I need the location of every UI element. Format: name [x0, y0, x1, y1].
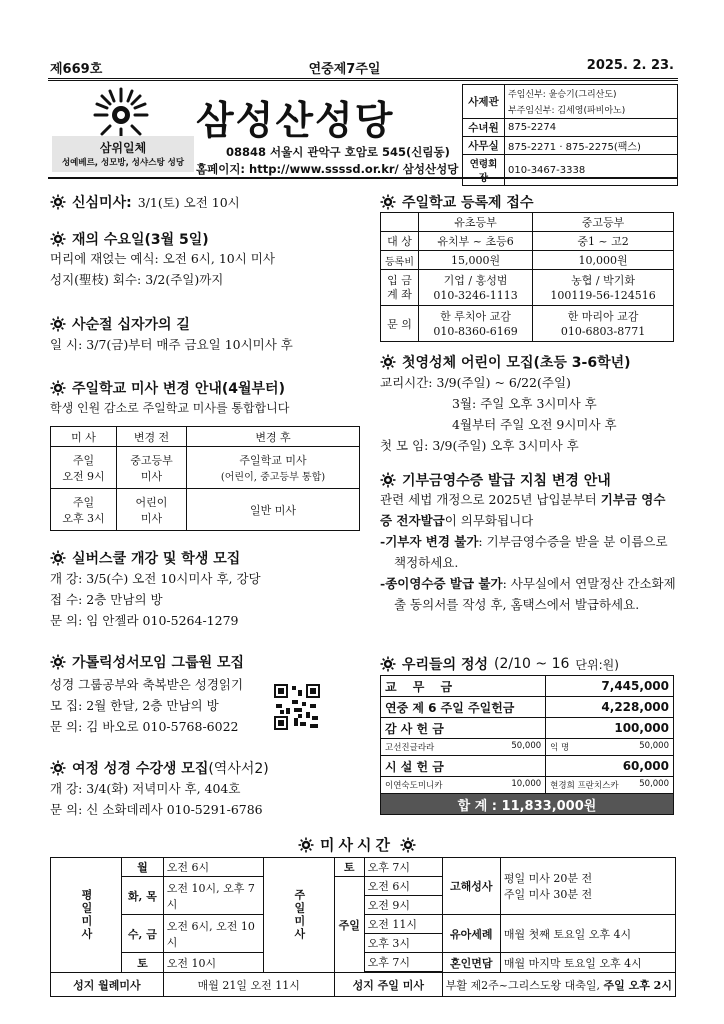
offering-amount: 100,000 [546, 718, 674, 739]
sunday-mass-label: 주일미사 [263, 858, 334, 973]
silver-school-line: 문 의: 임 안젤라 010-5264-1279 [50, 613, 239, 628]
trinity-box [52, 136, 194, 172]
confession-times: 평일 미사 20분 전 주일 미사 30분 전 [500, 858, 675, 915]
devotion-mass-section [50, 192, 240, 212]
offering-amount: 60,000 [546, 756, 674, 777]
sun-bullet-icon [50, 194, 66, 210]
weekday-day: 월 [122, 858, 164, 877]
weekday-time: 오전 6시, 오전 10시 [163, 915, 263, 953]
church-address: 08848 서울시 관악구 호암로 545(신림동) [226, 145, 450, 159]
sunday-time: 오전 11시 [364, 915, 442, 934]
sun-bullet-icon [50, 654, 66, 670]
registration-header: 유초등부 [419, 213, 533, 232]
trinity-subtitle: 성예베르, 성모방, 성샤스탕 성당 [61, 158, 185, 168]
sunday-label: 주일 [334, 877, 364, 973]
mass-change-header: 미 사 [51, 427, 117, 447]
shrine-monthly-time: 매월 21일 오전 11시 [163, 973, 334, 997]
infant-baptism-time: 매월 첫째 토요일 오후 4시 [500, 915, 675, 953]
offering-label: 교 무 금 [381, 676, 546, 697]
sun-bullet-icon [50, 231, 66, 247]
mass-change-header: 변경 후 [187, 427, 360, 447]
first-communion-title: 첫영성체 어린이 모집(초등 3-6학년) [402, 355, 631, 371]
registration-cell: 10,000원 [533, 251, 674, 270]
registration-header: 중고등부 [533, 213, 674, 232]
contact-key-rectory: 사제관 [463, 85, 505, 119]
mass-change-cell: 일반 미사 [187, 489, 360, 531]
header-bottom-rule [48, 177, 678, 179]
donor-cell: 고선진글라라 50,000 [381, 739, 546, 756]
ash-wednesday-line: 성지(聖枝) 회수: 3/2(주일)까지 [50, 272, 224, 287]
offerings-total: 합 계 : 11,833,000원 [381, 794, 674, 815]
weekday-mass-label: 평일미사 [51, 858, 122, 973]
journey-bible-subtitle: (역사서2) [208, 761, 269, 777]
mass-change-table [50, 426, 360, 531]
first-communion-line: 4월부터 주일 오전 9시미사 후 [452, 417, 617, 432]
ash-wednesday-body [50, 248, 275, 290]
marriage-interview-time: 매월 마지막 토요일 오후 4시 [500, 953, 675, 973]
offering-label: 연중 제 6 주일 주일헌금 [381, 697, 546, 718]
sunday-school-mass-section [50, 378, 285, 398]
registration-cell: 기업 / 홍성범 010-3246-1113 [419, 270, 533, 306]
sunday-school-mass-intro: 학생 인원 감소로 주일학교 미사를 통합합니다 [50, 401, 290, 415]
mass-change-cell: 주일학교 미사 (어린이, 중고등부 통합) [187, 447, 360, 489]
sun-bullet-icon [50, 316, 66, 332]
offerings-range: (2/10 ~ 16 [494, 656, 570, 672]
registration-key: 문 의 [381, 306, 419, 342]
contact-key-convent: 수녀원 [463, 119, 505, 137]
liturgical-week: 연중제7주일 [308, 62, 381, 77]
bible-group-title: 가톨릭성서모임 그룹원 모집 [72, 655, 245, 671]
sun-bullet-icon [50, 760, 66, 776]
contact-office-phone: 875-2271 · 875-2275(팩스) [505, 137, 678, 155]
journey-bible-section [50, 758, 269, 778]
contact-key-funeral: 연령회장 [463, 155, 505, 186]
first-communion-body [380, 372, 617, 456]
offerings-table [380, 675, 674, 815]
registration-title: 주일학교 등록제 접수 [402, 195, 534, 211]
sun-bullet-icon [50, 380, 66, 396]
ash-wednesday-line: 머리에 재얹는 예식: 오전 6시, 10시 미사 [50, 251, 275, 266]
contact-convent-phone: 875-2274 [505, 119, 678, 137]
sun-bullet-icon [380, 656, 396, 672]
ash-wednesday-section [50, 229, 209, 249]
mass-change-cell: 어린이 미사 [117, 489, 187, 531]
stations-title: 사순절 십자가의 길 [72, 317, 190, 333]
registration-cell: 15,000원 [419, 251, 533, 270]
silver-school-section [50, 548, 240, 568]
marriage-interview-label: 혼인면담 [442, 953, 500, 973]
registration-key: 등록비 [381, 251, 419, 270]
issue-number: 제669호 [50, 62, 103, 77]
sun-bullet-icon [380, 194, 396, 210]
sun-bullet-icon [50, 550, 66, 566]
registration-cell: 중1 ~ 고2 [533, 232, 674, 251]
weekday-time: 오전 10시 [163, 953, 263, 973]
sunday-time: 오전 9시 [364, 896, 442, 915]
offerings-section [380, 654, 619, 674]
silver-school-body [50, 568, 261, 631]
registration-table [380, 212, 674, 342]
bible-group-section [50, 652, 244, 672]
mass-change-header: 변경 전 [117, 427, 187, 447]
silver-school-title: 실버스쿨 개강 및 학생 모집 [72, 551, 241, 567]
mass-change-cell: 주일 오후 3시 [51, 489, 117, 531]
weekday-time: 오전 10시, 오후 7시 [163, 877, 263, 915]
offerings-unit: 단위:원) [575, 657, 619, 672]
contact-key-office: 사무실 [463, 137, 505, 155]
mass-schedule-title: 미사시간 [320, 836, 394, 854]
saturday-time: 오후 7시 [364, 858, 442, 877]
sun-bullet-icon [380, 472, 396, 488]
bible-group-body [50, 674, 243, 737]
silver-school-line: 접 수: 2층 만남의 방 [50, 592, 163, 607]
bible-group-line: 모 집: 2월 한달, 2층 만남의 방 [50, 698, 219, 713]
sunday-time: 오후 3시 [364, 934, 442, 953]
sunday-time: 오후 7시 [364, 953, 442, 972]
registration-cell: 한 마리아 교감 010-6803-8771 [533, 306, 674, 342]
sunday-school-mass-title: 주일학교 미사 변경 안내(4월부터) [72, 381, 285, 397]
donation-receipt-title: 기부금영수증 발급 지침 변경 안내 [402, 473, 611, 489]
donation-receipt-body [380, 489, 676, 615]
devotion-mass-time: 3/1(토) 오전 10시 [137, 195, 240, 210]
shrine-sunday-time: 부활 제2주~그리스도왕 대축일, 주일 오후 2시 [442, 973, 675, 997]
mass-change-cell: 주일 오전 9시 [51, 447, 117, 489]
offering-label: 감 사 헌 금 [381, 718, 546, 739]
stations-line: 일 시: 3/7(금)부터 매주 금요일 10시미사 후 [50, 337, 293, 352]
contact-funeral-phone: 010-3467-3338 [505, 155, 678, 186]
contact-associate-pastor: 부주임신부: 김세영(파비아노) [505, 102, 678, 119]
sun-bullet-icon [380, 354, 396, 370]
stations-body [50, 334, 293, 355]
donor-cell: 현경희 프란치스카 50,000 [546, 777, 674, 794]
silver-school-line: 개 강: 3/5(수) 오전 10시미사 후, 강당 [50, 571, 261, 586]
mass-schedule-table [50, 857, 676, 997]
qr-code-icon[interactable] [272, 682, 322, 732]
donor-cell: 이연숙도미니카 10,000 [381, 777, 546, 794]
donor-cell: 익 명 50,000 [546, 739, 674, 756]
weekday-time: 오전 6시 [163, 858, 263, 877]
issue-date: 2025. 2. 23. [586, 58, 674, 73]
infant-baptism-label: 유아세례 [442, 915, 500, 953]
homepage-link[interactable]: 홈페이지: http://www.ssssd.or.kr/ 삼성산성당 [196, 162, 459, 176]
registration-cell: 유치부 ~ 초등6 [419, 232, 533, 251]
offerings-title: 우리들의 정성 [402, 657, 489, 673]
first-communion-line: 3월: 주일 오후 3시미사 후 [452, 396, 597, 411]
first-communion-line: 첫 모 임: 3/9(주일) 오후 3시미사 후 [380, 438, 579, 453]
donation-receipt-bullet: -기부자 변경 불가: 기부금영수증을 받을 분 이름으로 책정하세요. [380, 534, 668, 570]
weekday-day: 수, 금 [122, 915, 164, 953]
saturday-label: 토 [334, 858, 364, 877]
shrine-monthly-label: 성지 월례미사 [51, 973, 164, 997]
ash-wednesday-title: 재의 수요일(3월 5일) [72, 232, 209, 248]
weekday-day: 토 [122, 953, 164, 973]
devotion-mass-title: 신심미사: [72, 195, 132, 211]
weekday-day: 화, 목 [122, 877, 164, 915]
offering-label: 시 설 헌 금 [381, 756, 546, 777]
registration-cell: 농협 / 박기화 100119-56-124516 [533, 270, 674, 306]
donation-receipt-paragraph: 관련 세법 개정으로 2025년 납입분부터 기부금 영수증 전자발급이 의무화됩니다 [380, 492, 666, 528]
contact-pastor: 주임신부: 윤승기(그리산도) [505, 85, 678, 102]
journey-bible-title: 여정 성경 수강생 모집 [72, 761, 209, 777]
mass-change-cell: 중고등부 미사 [117, 447, 187, 489]
sun-bullet-icon [298, 837, 314, 853]
bible-group-line: 성경 그룹공부와 축복받은 성경읽기 [50, 677, 244, 692]
offering-amount: 4,228,000 [546, 697, 674, 718]
contact-table [462, 84, 678, 186]
mass-schedule-heading [298, 834, 416, 855]
confession-label: 고해성사 [442, 858, 500, 915]
top-line [50, 58, 674, 77]
trinity-title: 삼위일체 [99, 141, 147, 155]
stations-section [50, 314, 190, 334]
journey-bible-line: 개 강: 3/4(화) 저녁미사 후, 404호 [50, 781, 241, 796]
journey-bible-body [50, 778, 263, 820]
donation-receipt-bullet: -종이영수증 발급 불가: 사무실에서 연말정산 간소화제출 동의서를 작성 후, 홈택스에서 발급하세요. [380, 576, 676, 612]
first-communion-section [380, 352, 631, 372]
header-rule [48, 78, 678, 81]
offering-amount: 7,445,000 [546, 676, 674, 697]
sunday-time: 오전 6시 [364, 877, 442, 896]
sun-bullet-icon [400, 837, 416, 853]
registration-cell: 한 루치아 교감 010-8360-6169 [419, 306, 533, 342]
shrine-sunday-label: 성지 주일 미사 [334, 973, 442, 997]
journey-bible-line: 문 의: 신 소화데레사 010-5291-6786 [50, 802, 263, 817]
donation-receipt-section [380, 470, 611, 490]
registration-key: 대 상 [381, 232, 419, 251]
registration-key: 입 금 계 좌 [381, 270, 419, 306]
first-communion-line: 교리시간: 3/9(주일) ~ 6/22(주일) [380, 375, 571, 390]
registration-section [380, 192, 533, 212]
church-name: 삼성산성당 [196, 99, 395, 144]
bible-group-line: 문 의: 김 바오로 010-5768-6022 [50, 719, 239, 734]
